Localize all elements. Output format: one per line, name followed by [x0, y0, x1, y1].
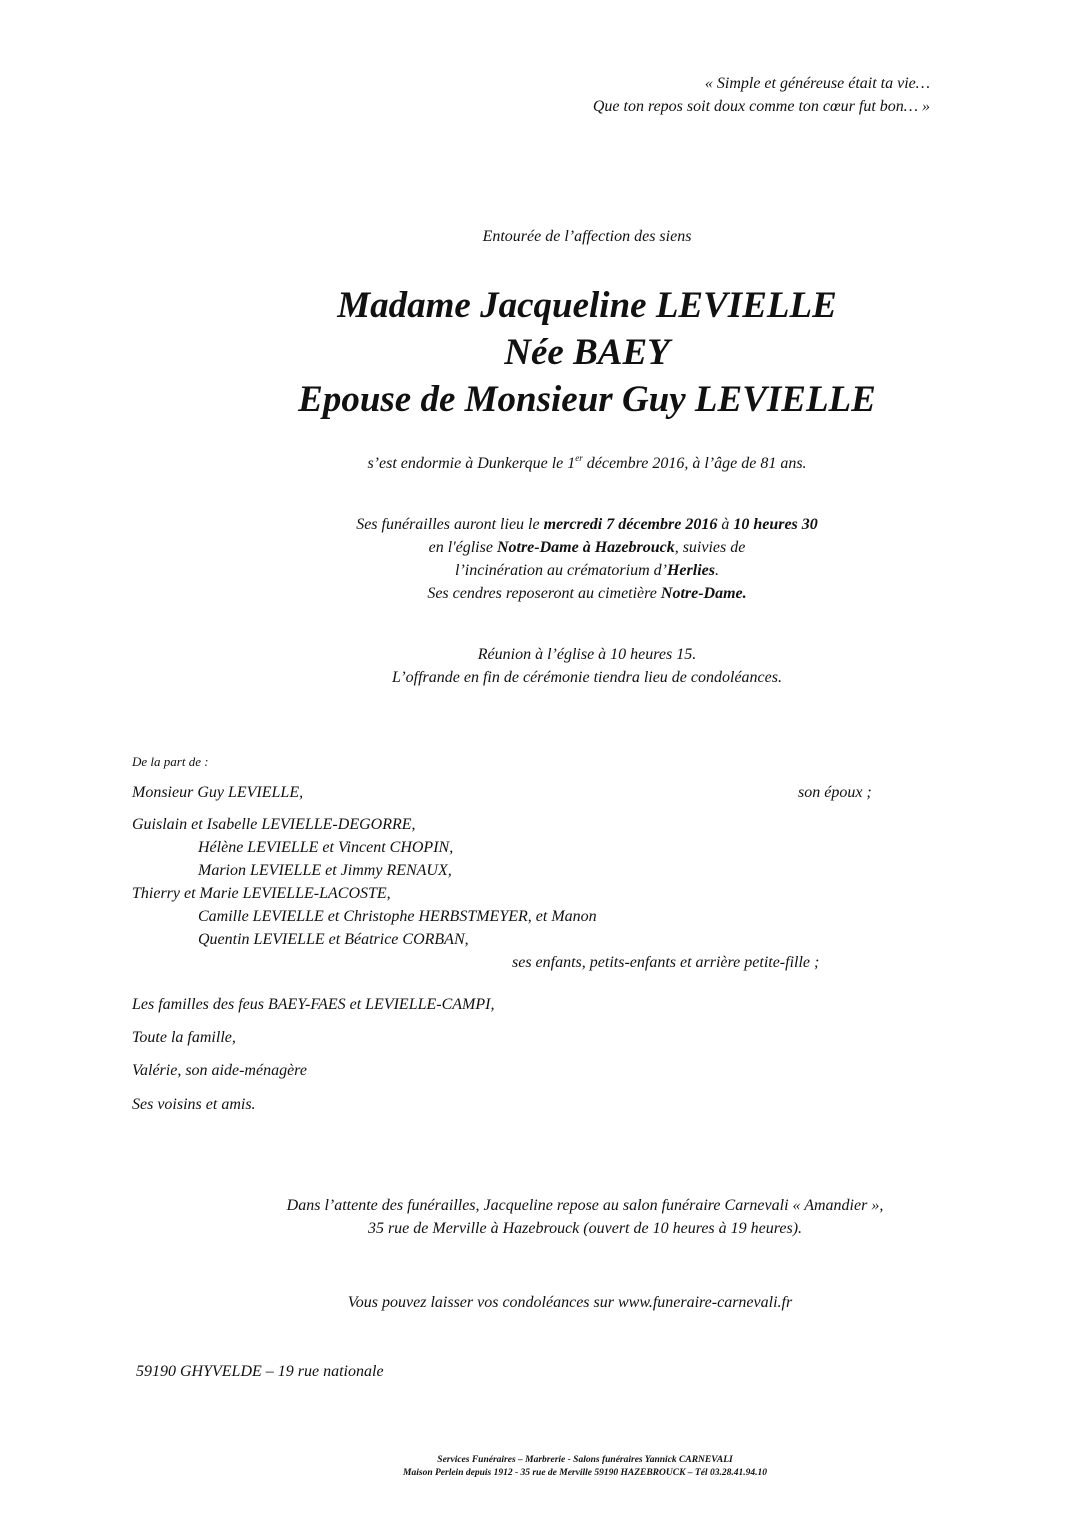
funeral-line-3 — [172, 559, 1002, 582]
epigraph-line-2: Que ton repos soit doux comme ton cœur fut bon… » — [592, 98, 930, 115]
rest-notice — [120, 1194, 1050, 1240]
reunion-line-1: Réunion à l’église à 10 heures 15. — [477, 646, 697, 663]
funeral-text: , suivies de — [674, 539, 746, 556]
reunion-notice — [172, 643, 1002, 689]
spouse-name: Epouse de Monsieur Guy LEVIELLE — [298, 379, 876, 420]
other-family-line: Les familles des feus BAEY-FAES et LEVIELLE-CAMPI, — [132, 996, 495, 1013]
husband-role: son époux ; — [798, 784, 872, 801]
funeral-line-1 — [172, 513, 1002, 536]
funeral-church: Notre-Dame à Hazebrouck — [496, 539, 675, 556]
deceased-name: Madame Jacqueline LEVIELLE — [337, 285, 837, 326]
other-family-line: Ses voisins et amis. — [132, 1096, 256, 1113]
deceased-names — [172, 282, 1002, 423]
other-family-line: Valérie, son aide-ménagère — [132, 1062, 307, 1079]
death-text-start: s’est endormie à Dunkerque le 1 — [367, 455, 576, 472]
funeral-line-4 — [172, 582, 1002, 605]
child-line: Guislain et Isabelle LEVIELLE-DEGORRE, — [132, 816, 416, 833]
cemetery-name: Notre-Dame. — [660, 585, 747, 602]
funeral-text: . — [714, 562, 719, 579]
intro-text: Entourée de l’affection des siens — [482, 228, 692, 245]
grandchild-line: Hélène LEVIELLE et Vincent CHOPIN, — [198, 839, 454, 856]
rest-line-1: Dans l’attente des funérailles, Jacqueline repose au salon funéraire Carnevali « Amandier », — [286, 1197, 884, 1214]
footer — [120, 1454, 1050, 1480]
death-notice — [172, 452, 1002, 475]
condolences-notice: Vous pouvez laisser vos condoléances sur www.funeraire-carnevali.fr — [347, 1294, 793, 1311]
reunion-line-2: L’offrande en fin de cérémonie tiendra lieu de condoléances. — [392, 669, 782, 686]
other-family-line: Toute la famille, — [132, 1029, 236, 1046]
funeral-text: Ses funérailles auront lieu le — [356, 516, 544, 533]
children-role: ses enfants, petits-enfants et arrière petite-fille ; — [512, 954, 820, 971]
funeral-date: mercredi 7 décembre 2016 — [543, 516, 718, 533]
child-line: Thierry et Marie LEVIELLE-LACOSTE, — [132, 885, 391, 902]
grandchild-line: Quentin LEVIELLE et Béatrice CORBAN, — [198, 931, 469, 948]
epigraph — [440, 72, 930, 118]
footer-line-2: Maison Perlein depuis 1912 - 35 rue de Merville 59190 HAZEBROUCK – Tél 03.28.41.94.10 — [403, 1468, 767, 1478]
husband-line: Monsieur Guy LEVIELLE, — [132, 784, 304, 801]
crematorium-place: Herlies — [666, 562, 715, 579]
funeral-time: 10 heures 30 — [733, 516, 818, 533]
rest-line-2: 35 rue de Merville à Hazebrouck (ouvert de 10 heures à 19 heures). — [367, 1220, 803, 1237]
funeral-text: Ses cendres reposeront au cimetière — [427, 585, 661, 602]
death-sup: er — [575, 453, 583, 463]
family-address: 59190 GHYVELDE – 19 rue nationale — [136, 1363, 384, 1380]
funeral-details — [172, 513, 1002, 605]
epigraph-line-1: « Simple et généreuse était ta vie… — [704, 75, 930, 92]
grandchild-line: Camille LEVIELLE et Christophe HERBSTMEYER, et Manon — [198, 908, 597, 925]
funeral-text: à — [717, 516, 734, 533]
footer-line-1: Services Funéraires – Marbrerie - Salons funéraires Yannick CARNEVALI — [437, 1455, 733, 1465]
family-heading: De la part de : — [132, 754, 209, 769]
maiden-name: Née BAEY — [504, 332, 670, 373]
grandchild-line: Marion LEVIELLE et Jimmy RENAUX, — [198, 862, 452, 879]
death-text-end: décembre 2016, à l’âge de 81 ans. — [582, 455, 807, 472]
funeral-line-2 — [172, 536, 1002, 559]
funeral-text: en l'église — [428, 539, 497, 556]
funeral-text: l’incinération au crématorium d’ — [455, 562, 667, 579]
